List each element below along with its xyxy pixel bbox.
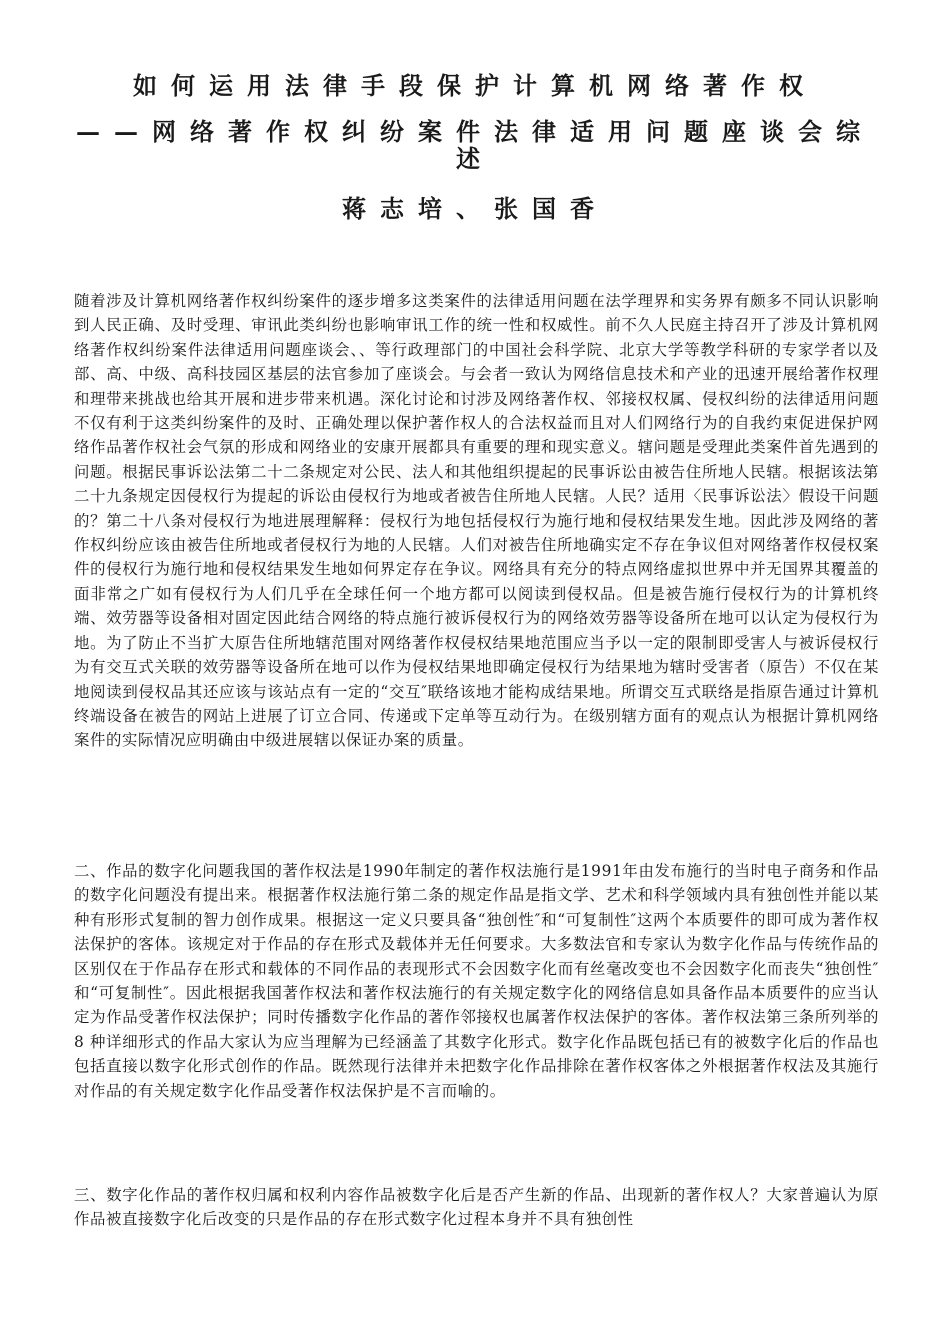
- document-title: 如何运用法律手段保护计算机网络著作权: [133, 71, 817, 100]
- document-subtitle: ——网络著作权纠纷案件法律适用问题座谈会综: [76, 117, 874, 146]
- paragraph: 随着涉及计算机网络著作权纠纷案件的逐步增多这类案件的法律适用问题在法学理界和实务界有颇多不同认识影响到人民正确、及时受理、审讯此类纠纷也影响审讯工作的统一性和权威性。前不久人民庭主持召开了涉及计算机网络著作权纠纷案件法律适用问题座谈会、、等行政理部门的中国社会科学院、北京大学等教学科研的专家学者以及部、高、中级、高科技园区基层的法官参加了座谈会。与会者一致认为网络信息技术和产业的迅速开展给著作权理和理带来挑战也给其开展和进步带来机遇。深化讨论和讨涉及网络著作权、邻接权权属、侵权纠纷的法律适用问题不仅有利于这类纠纷案件的及时、正确处理以保护著作权人的合法权益而且对人们网络行为的自我约束促进保护网络作品著作权社会气氛的形成和网络业的安康开展都具有重要的理和现实意义。辖问题是受理此类案件首先遇到的问题。根据民事诉讼法第二十二条规定对公民、法人和其他组织提起的民事诉讼由被告住所地人民辖。根据该法第二十九条规定因侵权行为提起的诉讼由侵权行为地或者被告住所地人民辖。人民？适用〈民事诉讼法〉假设干问题的？第二十八条对侵权行为地进展理解释：侵权行为地包括侵权行为施行地和侵权结果发生地。因此涉及网络的著作权纠纷应该由被告住所地或者侵权行为地的人民辖。人们对被告住所地确实定不存在争议但对网络著作权侵权案件的侵权行为施行地和侵权结果发生地如何界定存在争议。网络具有充分的特点网络虚拟世界中并无国界其覆盖的面非常之广如有侵权行为人们几乎在全球任何一个地方都可以阅读到侵权品。但是被告施行侵权行为的计算机终端、效劳器等设备相对固定因此结合网络的特点施行被诉侵权行为的网络效劳器等设备所在地可以认定为侵权行为地。为了防止不当扩大原告住所地辖范围对网络著作权侵权结果地范围应当予以一定的限制即受害人与被诉侵权行为有交互式关联的效劳器等设备所在地可以作为侵权结果地即确定侵权行为结果地为辖时受害者（原告）不仅在某地阅读到侵权品其还应该与该站点有一定的“交互″联络该地才能构成结果地。所谓交互式联络是指原告通过计算机终端设备在被告的网站上进展了订立合同、传递或下定单等互动行为。在级别辖方面有的观点认为根据计算机网络案件的实际情况应明确由中级进展辖以保证办案的质量。: [74, 292, 879, 750]
- document-authors: 蒋志培、张国香: [342, 194, 608, 223]
- document-subtitle-continuation: 述: [456, 144, 494, 173]
- paragraph: 二、作品的数字化问题我国的著作权法是1990年制定的著作权法施行是1991年由发布施行的当时电子商务和作品的数字化问题没有提出来。根据著作权法施行第二条的规定作品是指文学、艺术和科学领域内具有独创性并能以某种有形形式复制的智力创作成果。根据这一定义只要具备“独创性″和“可复制性″这两个本质要件的即可成为著作权法保护的客体。该规定对于作品的存在形式及载体并无任何要求。大多数法官和专家认为数字化作品与传统作品的区别仅在于作品存在形式和载体的不同作品的表现形式不会因数字化而有丝毫改变也不会因数字化而丧失“独创性″和“可复制性″。因此根据我国著作权法和著作权法施行的有关规定数字化的网络信息如具备作品本质要件的应当认定为作品受著作权法保护；同时传播数字化作品的著作邻接权也属著作权法保护的客体。著作权法第三条所列举的8 种详细形式的作品大家认为应当理解为已经涵盖了其数字化形式。数字化作品既包括已有的被数字化后的作品也包括直接以数字化形式创作的作品。既然现行法律并未把数字化作品排除在著作权客体之外根据著作权法及其施行对作品的有关规定数字化作品受著作权法保护是不言而喻的。: [74, 862, 879, 1100]
- paragraph: 三、数字化作品的著作权归属和权利内容作品被数字化后是否产生新的作品、出现新的著作权人？大家普遍认为原作品被直接数字化后改变的只是作品的存在形式数字化过程本身并不具有独创性: [74, 1186, 879, 1229]
